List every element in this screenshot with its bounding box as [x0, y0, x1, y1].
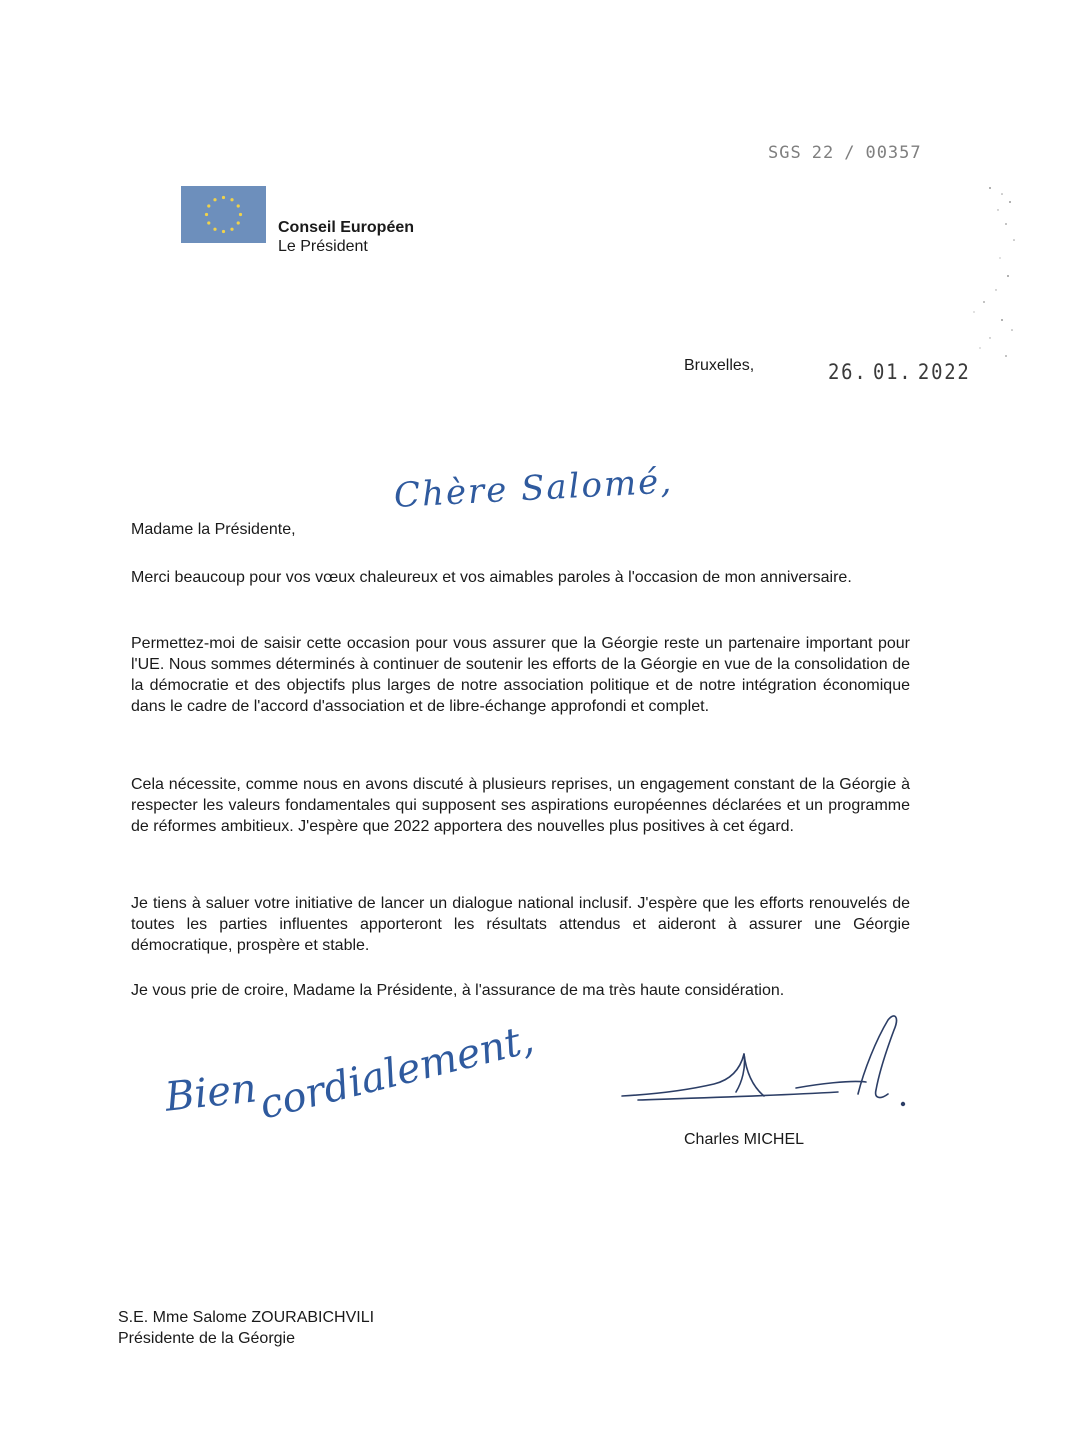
recipient-name: S.E. Mme Salome ZOURABICHVILI	[118, 1309, 375, 1326]
institution-name: Conseil Européen	[278, 219, 415, 236]
salutation: Madame la Présidente,	[131, 521, 296, 538]
paragraph-3: Cela nécessite, comme nous en avons discuté à plusieurs reprises, un engagement constant de la Géorgie à respecter les valeurs fondamentales qui supposent ses aspirations européennes déclarées et un programme de réformes ambitieux. J'espère que 2022 apportera des nouvelles plus positives à cet égard.	[131, 776, 910, 835]
scan-speckles	[940, 180, 1060, 380]
reference-separator: /	[844, 143, 856, 163]
flag-star	[222, 230, 225, 233]
flag-star	[213, 198, 216, 201]
handwritten-closing-line2: cordialement,	[255, 1016, 539, 1129]
reference-year: 22	[811, 143, 835, 163]
reference-stamp	[768, 143, 922, 163]
signature	[618, 1010, 908, 1110]
paragraph-4: Je tiens à saluer votre initiative de lancer un dialogue national inclusif. J'espère que les efforts renouvelés de toutes les parties influentes apporteront les résultats attendus et aideront à assurer une Géorgie démocratique, prospère et stable.	[131, 895, 910, 954]
date-month: 01.	[872, 360, 913, 384]
flag-star	[230, 198, 233, 201]
handwritten-greeting: Chère Salomé,	[393, 461, 675, 516]
flag-star	[237, 221, 240, 224]
flag-star	[237, 204, 240, 207]
flag-star	[239, 213, 242, 216]
letterhead	[278, 218, 414, 256]
recipient-block	[118, 1307, 374, 1349]
handwritten-closing-line1: Bien	[162, 1065, 259, 1121]
institution-role: Le Président	[278, 238, 368, 255]
flag-star	[213, 228, 216, 231]
date-day: 26.	[828, 360, 868, 384]
reference-number: 00357	[865, 143, 922, 163]
flag-star	[230, 228, 233, 231]
handwritten-closing	[162, 1016, 585, 1160]
date-year: 2022	[917, 360, 971, 384]
paragraph-1: Merci beaucoup pour vos vœux chaleureux et vos aimables paroles à l'occasion de mon anniversaire.	[131, 569, 852, 586]
flag-star	[207, 204, 210, 207]
flag-star	[207, 221, 210, 224]
paragraph-2: Permettez-moi de saisir cette occasion pour vous assurer que la Géorgie reste un partenaire important pour l'UE. Nous sommes déterminés à continuer de soutenir les efforts de la Géorgie en vue de la consolidation de la démocratie et des objectifs plus larges de notre association politique et de notre intégration économique dans le cadre de l'accord d'association et de libre-échange approfondi et complet.	[131, 635, 910, 715]
flag-star	[205, 213, 208, 216]
recipient-title: Présidente de la Géorgie	[118, 1330, 295, 1347]
place: Bruxelles,	[684, 357, 755, 374]
closing-formula: Je vous prie de croire, Madame la Présidente, à l'assurance de ma très haute considération.	[131, 982, 785, 999]
eu-flag-icon	[181, 186, 266, 243]
reference-prefix: SGS	[768, 143, 802, 163]
flag-star	[222, 196, 225, 199]
signatory-name: Charles MICHEL	[684, 1131, 805, 1148]
